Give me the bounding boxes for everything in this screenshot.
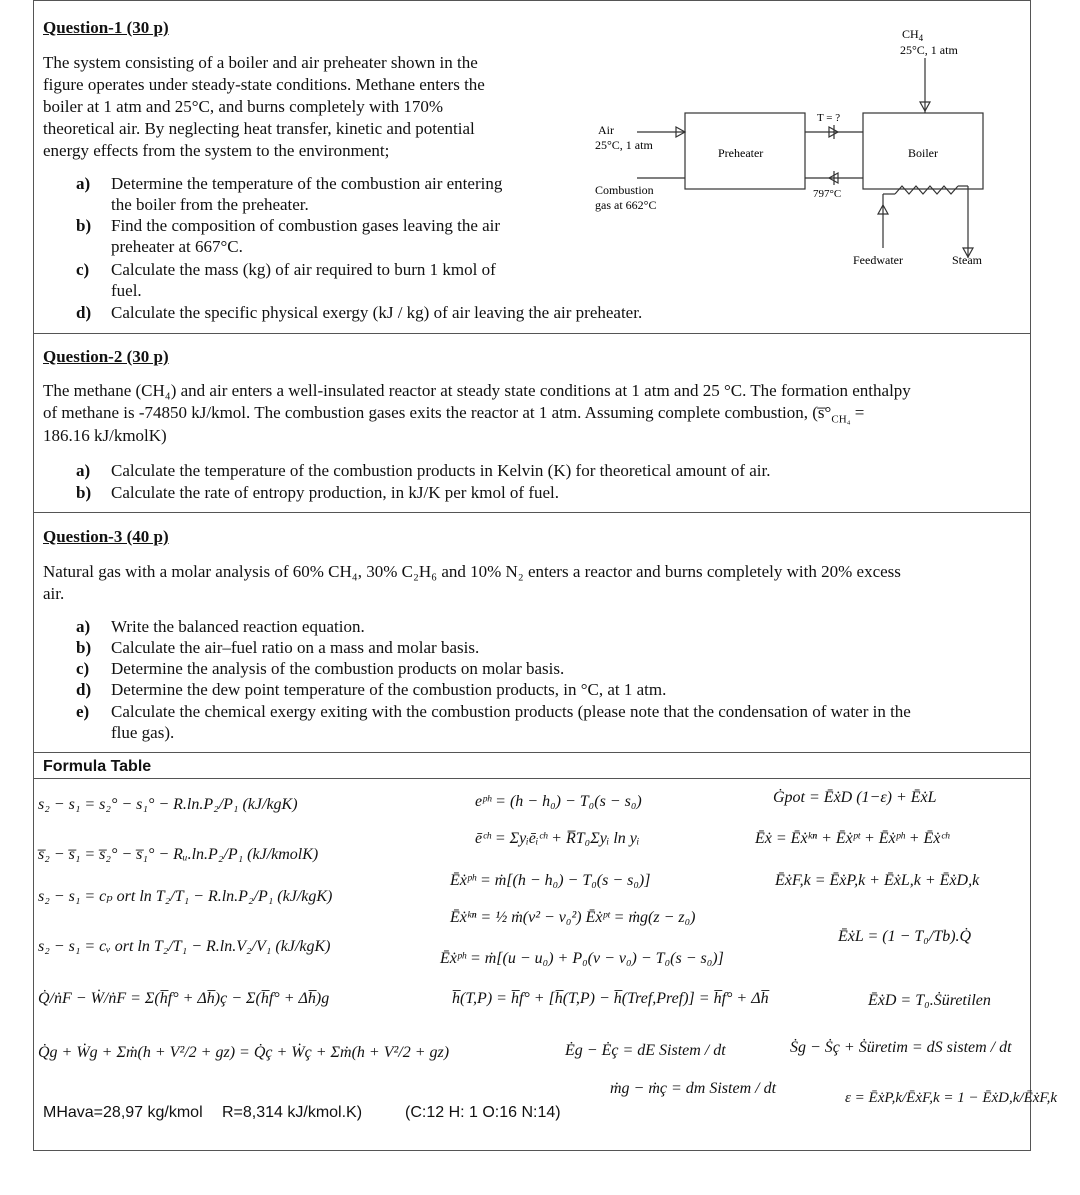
formula-potential: Ġpot = ĒẋD (1−ε) + ĒẋL	[773, 789, 937, 806]
q3-line-1: Natural gas with a molar analysis of 60% CH₄, 30% C₂H₆ and 10% N₂ enters a reactor and burns completely with 20% excess	[43, 562, 901, 581]
item-label: e)	[76, 702, 90, 721]
item-label: c)	[76, 659, 90, 678]
item-line: fuel.	[111, 281, 142, 300]
q2-line-1: The methane (CH₄) and air enters a well-insulated reactor at steady state conditions at 1 atm and 25 °C. The formation enthalpy	[43, 381, 911, 400]
formula-enthalpy: h̅(T,P) = h̅f° + [h̅(T,P) − h̅(Tref,Pref)] = h̅f° + Δh̅	[452, 990, 769, 1007]
boiler-coil-icon	[895, 186, 958, 194]
q1-intro-line-2: figure operates under steady-state conditions. Methane enters the	[43, 75, 485, 94]
divider-formula-title	[33, 778, 1031, 779]
formula-entropy-molar: s̅₂ − s̅₁ = s̅₂° − s̅₁° − Rᵤ.ln.P₂/P₁ (kJ/kmolK)	[38, 846, 319, 863]
formula-physical-exergy: eᵖʰ = (h − h₀) − T₀(s − s₀)	[475, 793, 642, 810]
item-label: c)	[76, 260, 90, 279]
item-label: a)	[76, 174, 91, 193]
ch4-label: $CH_4$	[902, 27, 924, 43]
item-label: b)	[76, 483, 92, 502]
unknown-temperature-label: T = ?	[817, 112, 841, 124]
item-line: Calculate the air–fuel ratio on a mass and molar basis.	[111, 638, 480, 657]
item-line: Determine the analysis of the combustion products on molar basis.	[111, 659, 565, 678]
q3-line-2: air.	[43, 584, 65, 603]
q2-item-b	[76, 482, 976, 504]
formula-exergy-destruction: ĒẋD = T₀.Ṡüretilen	[868, 992, 991, 1009]
divider-top	[33, 0, 1031, 1]
q1-title: Question-1 (30 p)	[43, 18, 169, 37]
item-label: a)	[76, 461, 91, 480]
item-line: flue gas).	[111, 723, 175, 742]
item-label: d)	[76, 303, 92, 322]
q1-item-a	[76, 173, 596, 217]
item-line: Calculate the rate of entropy production, in kJ/K per kmol of fuel.	[111, 483, 560, 502]
q1-intro-line-4: theoretical air. By neglecting heat transfer, kinetic and potential	[43, 119, 475, 138]
air-label: Air	[598, 123, 614, 137]
q2-line-2-subscript: CH₄	[831, 413, 851, 426]
air-molar-mass: MHava=28,97 kg/kmol	[43, 1104, 203, 1121]
formula-kinetic-potential-exergy: Ēẋᵏⁿ = ½ ṁ(v² − v₀²) Ēẋᵖᵗ = ṁg(z − z₀)	[450, 909, 696, 926]
preheater-label: Preheater	[718, 146, 764, 160]
formula-exergy-loss: ĒẋL = (1 − T₀/Tb).Q̇	[838, 928, 972, 945]
q1-intro-line-3: boiler at 1 atm and 25°C, and burns completely with 170%	[43, 97, 444, 116]
item-label: b)	[76, 638, 92, 657]
divider-q1-q2	[33, 333, 1031, 334]
item-label: d)	[76, 680, 92, 699]
q3-item-e	[76, 701, 1021, 745]
q2-line-2	[43, 402, 1028, 430]
item-line: Determine the temperature of the combustion air entering	[111, 174, 503, 193]
q1-item-d	[76, 302, 776, 324]
formula-mass-balance: ṁg − ṁç = dm Sistem / dt	[610, 1080, 777, 1097]
q3-item-d	[76, 679, 1016, 700]
item-line: Find the composition of combustion gases leaving the air	[111, 216, 501, 235]
air-conditions: 25°C, 1 atm	[595, 138, 653, 152]
q1-item-b	[76, 215, 596, 259]
item-line: preheater at 667°C.	[111, 237, 243, 256]
divider-q3-formula	[33, 752, 1031, 753]
item-label: a)	[76, 617, 91, 636]
formula-energy-balance: Ėg − Ėç = dE Sistem / dt	[565, 1042, 726, 1059]
flue-temperature-label: 797°C	[813, 188, 842, 200]
item-line: Write the balanced reaction equation.	[111, 617, 365, 636]
gas-constant: R=8,314 kJ/kmol.K)	[222, 1104, 363, 1121]
boiler-label: Boiler	[908, 146, 938, 160]
q2-line-3: 186.16 kJ/kmolK)	[43, 426, 167, 445]
item-label: b)	[76, 216, 92, 235]
steam-label: Steam	[952, 253, 982, 267]
item-line: the boiler from the preheater.	[111, 195, 309, 214]
q1-item-c	[76, 259, 596, 303]
combustion-gas-temperature: gas at 662°C	[595, 198, 657, 212]
formula-table-title: Formula Table	[43, 758, 152, 775]
q1-intro-line-5: energy effects from the system to the environment;	[43, 141, 390, 160]
formula-open-system-energy: Q̇g + Ẇg + Σṁ(h + V²/2 + gz) = Q̇ç + Ẇç + Σṁ(h + V²/2 + gz)	[38, 1044, 450, 1061]
formula-entropy-cv: s₂ − s₁ = cᵥ ort ln T₂/T₁ − R.ln.V₂/V₁ (kJ/kgK)	[38, 938, 331, 955]
formula-physical-exergy-rate: Ēẋᵖʰ = ṁ[(h − h₀) − T₀(s − s₀)]	[450, 872, 651, 889]
q2-line-2-end: =	[850, 403, 865, 422]
formula-exergy-balance: ĒẋF,k = ĒẋP,k + ĒẋL,k + ĒẋD,k	[775, 872, 980, 889]
formula-exergy-efficiency: ε = ĒẋP,k/ĒẋF,k = 1 − ĒẋD,k/ĒẋF,k	[845, 1090, 1058, 1106]
feedwater-label: Feedwater	[853, 253, 903, 267]
item-line: Determine the dew point temperature of the combustion products, in °C, at 1 atm.	[111, 680, 667, 699]
item-line: Calculate the mass (kg) of air required to burn 1 kmol of	[111, 260, 496, 279]
q2-item-a	[76, 460, 976, 482]
formula-reactor-energy: Q̇/ṅF − Ẇ/ṅF = Σ(h̅f° + Δh̅)ç − Σ(h̅f° + Δh̅)g	[38, 990, 330, 1007]
formula-total-exergy: Ēẋ = Ēẋᵏⁿ + Ēẋᵖᵗ + Ēẋᵖʰ + Ēẋᶜʰ	[755, 830, 950, 847]
formula-chemical-exergy: ēᶜʰ = Σyᵢēᵢᶜʰ + R̅T₀Σyᵢ ln yᵢ	[475, 830, 640, 847]
formula-entropy-cp: s₂ − s₁ = cₚ ort ln T₂/T₁ − R.ln.P₂/P₁ (kJ/kgK)	[38, 888, 333, 905]
q3-item-c	[76, 658, 1016, 679]
boiler-preheater-diagram	[580, 18, 1020, 278]
ch4-conditions: 25°C, 1 atm	[900, 43, 958, 57]
q3-title: Question-3 (40 p)	[43, 527, 169, 546]
item-line: Calculate the chemical exergy exiting with the combustion products (please note that the condensation of water in the	[111, 702, 911, 721]
atomic-masses: (C:12 H: 1 O:16 N:14)	[405, 1104, 561, 1121]
q1-intro-line-1: The system consisting of a boiler and air preheater shown in the	[43, 53, 478, 72]
item-line: Calculate the specific physical exergy (kJ / kg) of air leaving the air preheater.	[111, 303, 643, 322]
formula-entropy-balance: Ṡg − Ṡç + Ṡüretim = dS sistem / dt	[790, 1039, 1012, 1056]
item-line: Calculate the temperature of the combustion products in Kelvin (K) for theoretical amount of air.	[111, 461, 771, 480]
q2-title: Question-2 (30 p)	[43, 347, 169, 366]
q2-line-2-text: of methane is -74850 kJ/kmol. The combustion gases exits the reactor at 1 atm. Assuming complete combustion, (s̅°	[43, 403, 832, 422]
combustion-gas-label: Combustion	[595, 183, 654, 197]
divider-q2-q3	[33, 512, 1031, 513]
q3-item-b	[76, 637, 1016, 658]
formula-closed-physical-exergy: Ēẋᵖʰ = ṁ[(u − u₀) + P₀(v − v₀) − T₀(s − s₀)]	[440, 950, 724, 967]
formula-entropy-mass: s₂ − s₁ = s₂° − s₁° − R.ln.P₂/P₁ (kJ/kgK)	[38, 796, 298, 813]
q3-item-a	[76, 616, 1016, 637]
